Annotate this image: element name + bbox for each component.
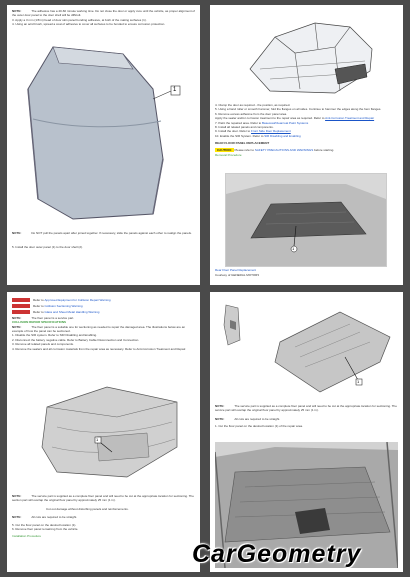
note-straight-cuts: NOTE: All cuts are required to be straight. bbox=[215, 416, 281, 421]
step-1: 1. Disable the SIR system. Refer to SIR Disabling and Enabling. bbox=[12, 333, 98, 338]
note-service-part-supply: NOTE: The service part is supplied as a complete floor panel and will need to be cut at the appropriate location for sectioning. The section part will overlap the original floor panel by approximately 25 mm (1 in). bbox=[12, 494, 194, 503]
manual-page-4 bbox=[210, 292, 403, 572]
step-6: 6. Remove excess adhesive from the door panel area. bbox=[215, 111, 288, 116]
manual-page-3 bbox=[7, 292, 200, 572]
step-3: 3. Apply a 3 mm (1/8 in) bead of door skin panel bonding adhesive, at both of the mating surfaces (1). bbox=[12, 17, 147, 22]
step-5: 5. Install the door outer panel (1) to the door shell (2). bbox=[12, 245, 83, 249]
step-9: 9. Install the door. Refer to Front Side Door Replacement bbox=[215, 129, 291, 134]
warning-icon bbox=[12, 298, 30, 302]
pillar-sketch-drawing bbox=[218, 300, 248, 350]
rear-floor-photo-drawing bbox=[226, 174, 386, 266]
note-sectioning: NOTE: The floor panel is a suitable one for sectioning as needed to repair the damaged area. The illustrations below are an example of how the panel can be sectioned. bbox=[12, 324, 186, 333]
figure-caption: Courtesy of GENERAL MOTORS bbox=[215, 273, 260, 277]
body-frame-drawing bbox=[240, 9, 380, 101]
warning-ref-1: Refer to Approved Equipment for Collision Repair Warning bbox=[12, 298, 195, 302]
step-3: 3. Remove all related panels and components. bbox=[12, 342, 74, 347]
door-outer-panel-figure bbox=[13, 29, 193, 229]
note-service-part: NOTE: The floor panel is a service part. bbox=[12, 315, 75, 320]
page3-notes bbox=[12, 494, 195, 539]
removal-procedure-label: Removal Procedure bbox=[215, 153, 242, 158]
section-heading: REAR FLOOR PANEL REPLACEMENT bbox=[215, 141, 270, 146]
body-frame-figure bbox=[240, 9, 380, 101]
step-7: 7. Paint the repaired area. Refer to Basecoat/Clearcoat Paint Systems bbox=[215, 120, 309, 125]
warning-refs bbox=[12, 298, 195, 314]
pillar-sketch bbox=[218, 300, 248, 350]
callout-1: 1 bbox=[173, 87, 177, 93]
step-4: 4. Clamp the door as required - the position, as required. bbox=[215, 103, 291, 107]
caution-line: CAUTION: Please refer to SAFETY PRECAUTIONS AND WARNINGS before starting. bbox=[217, 147, 335, 152]
safety-link[interactable]: SAFETY PRECAUTIONS AND WARNINGS bbox=[254, 147, 314, 152]
warning-ref-3: Refer to Glass and Sheet Metal Handling Warning bbox=[12, 310, 195, 314]
warning-ref-2: Refer to Collision Sectioning Warning bbox=[12, 304, 195, 308]
note-do-not-pull: NOTE: Do NOT pull the panels apart after joined together. If necessary, slide the panels against each other to realign the panels. bbox=[12, 231, 192, 235]
warning-icon bbox=[12, 304, 30, 308]
step-2: 2. Disconnect the battery negative cable. Refer to Battery Cable Disconnection and Connection. bbox=[12, 337, 140, 342]
floor-panel-drawing bbox=[37, 377, 187, 489]
step-5: 5. Cut the floor panel on the desired location (1). bbox=[12, 522, 77, 527]
note-straight-cuts: NOTE: All cuts are required to be straight. bbox=[12, 515, 78, 520]
steps-list bbox=[215, 103, 398, 157]
step-8: 8. Install all related panels and components. bbox=[215, 125, 274, 130]
callout-1: 1 bbox=[292, 246, 295, 251]
step-5: 5. Using a hand roller or smooth hammer, fold the flanges on all sides. Continue to hammer the edges along the hem flanges. bbox=[215, 107, 382, 112]
note-service-part-supply: NOTE: The service part is supplied as a complete floor panel and will need to be cut at the appropriate location for sectioning. The service part will overlap the original floor panel by approximately 25 mm (1 in). bbox=[215, 404, 397, 413]
step-4: 4. Remove the sealers and all corrosion materials from the repair area as necessary. Refer to Anti-Corrosion Treatment and Repair. bbox=[12, 346, 187, 351]
anti-corrosion-link[interactable]: Anti-Corrosion Treatment and Repair bbox=[325, 116, 375, 121]
rear-floor-photo bbox=[225, 173, 387, 267]
installation-procedure-label: Installation Procedure bbox=[12, 534, 42, 539]
door-replacement-link[interactable]: Front Side Door Replacement bbox=[251, 129, 291, 134]
service-floor-panel-figure bbox=[270, 302, 395, 402]
figure-link[interactable]: Rear Floor Panel Replacement bbox=[215, 268, 257, 272]
step-4: 4. Using an acid brush, spread a coat of adhesive to cover all surfaces to be bonded to ensure corrosion protection. bbox=[12, 22, 166, 27]
step-1: 1. Cut the floor panel on the desired location (1) of the repair area. bbox=[215, 424, 303, 429]
caution-label: CAUTION: bbox=[217, 147, 232, 152]
paint-systems-link[interactable]: Basecoat/Clearcoat Paint Systems bbox=[262, 120, 309, 125]
note-adhesive-time: NOTE: The adhesive has a 40-60 minute working time. Do not close the door or apply cure until the vehicle, as proper alignment of the outer door panel to the door shell will be difficult. bbox=[12, 9, 195, 18]
callout-1: 1 bbox=[96, 437, 99, 442]
manual-page-1 bbox=[7, 5, 200, 285]
sir-link[interactable]: SIR Disabling and Enabling bbox=[264, 133, 301, 138]
step-6: 6. Remove floor panel remaining from the vehicle. bbox=[12, 527, 79, 532]
specs-heading: COLLISION REPAIR SPECIFICATIONS bbox=[12, 320, 67, 325]
page4-notes bbox=[215, 404, 398, 429]
service-floor-panel-drawing bbox=[270, 302, 395, 402]
floor-panel-figure bbox=[37, 377, 187, 489]
note-cut-out-damage: Cut out damage without disturbing panels and reinforcements. bbox=[46, 506, 129, 511]
callout-1: 1 bbox=[357, 379, 360, 384]
manual-page-2 bbox=[210, 5, 403, 285]
door-panel-drawing bbox=[13, 29, 193, 229]
warning-icon bbox=[12, 310, 30, 314]
step-6a: Apply the sealer and/or corrosion treatment to the repair area as required. Refer to Anti-Corrosion Treatment and Repair bbox=[215, 116, 375, 121]
cargeometry-logo: CarGeometry bbox=[192, 540, 362, 568]
step-10: 10. Enable the SIR System. Refer to SIR Disabling and Enabling bbox=[215, 133, 301, 138]
